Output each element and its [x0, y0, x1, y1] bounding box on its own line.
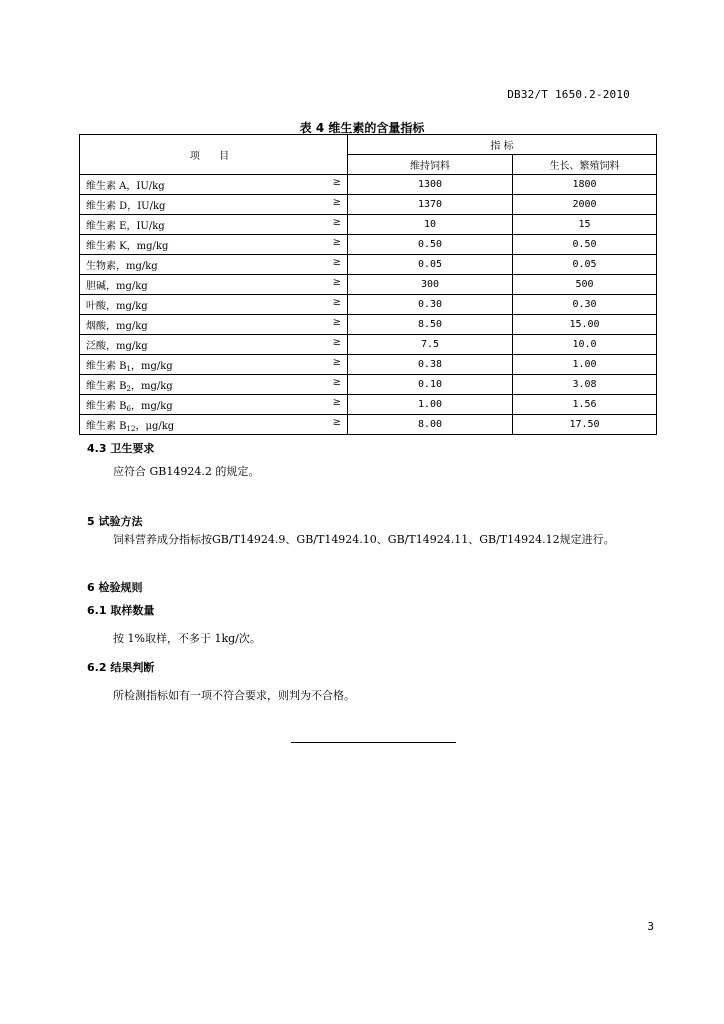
section-6-1-text: 按 1%取样，不多于 1kg/次。	[113, 632, 261, 645]
ge-symbol: ≥	[332, 356, 341, 368]
row-maintenance-value: 7.5	[348, 335, 513, 355]
row-name-text: 胆碱，mg/kg	[86, 281, 148, 292]
section-5-text: 饲料营养成分指标按GB/T14924.9、GB/T14924.10、GB/T14924.11、GB/T14924.12规定进行。	[113, 533, 615, 546]
row-item-name	[80, 375, 348, 395]
row-name-subscript: 6	[126, 404, 131, 413]
row-growth-value: 0.50	[513, 235, 657, 255]
table-row	[80, 275, 657, 295]
row-name-text: 叶酸，mg/kg	[86, 301, 148, 312]
row-growth-value: 17.50	[513, 415, 657, 435]
row-growth-value: 1.56	[513, 395, 657, 415]
row-item-name	[80, 415, 348, 435]
section-6-title: 6 检验规则	[87, 581, 143, 594]
table-row	[80, 335, 657, 355]
row-name-subscript: 1	[126, 364, 131, 373]
row-name-prefix: 维生素 B	[86, 360, 127, 372]
end-rule	[291, 742, 456, 743]
row-item-name	[80, 395, 348, 415]
row-name-subscript: 12	[126, 424, 136, 433]
row-item-name	[80, 335, 348, 355]
table-row	[80, 415, 657, 435]
row-name-suffix: ，mg/kg	[131, 380, 173, 392]
ge-symbol: ≥	[332, 277, 341, 288]
header-growth: 生长、繁殖饲料	[513, 155, 657, 175]
row-name-text: 维生素 D，IU/kg	[86, 201, 166, 212]
row-maintenance-value: 8.50	[348, 315, 513, 335]
table-row	[80, 215, 657, 235]
ge-symbol: ≥	[332, 416, 341, 428]
table-title: 表 4 维生素的含量指标	[299, 121, 425, 135]
section-4-3-title: 4.3 卫生要求	[87, 442, 155, 455]
row-item-name	[80, 215, 348, 235]
ge-symbol: ≥	[332, 337, 341, 348]
section-4-3-text: 应符合 GB14924.2 的规定。	[113, 465, 260, 478]
row-item-name	[80, 195, 348, 215]
ge-symbol: ≥	[332, 396, 341, 408]
row-name-suffix: ，mg/kg	[131, 400, 173, 412]
row-maintenance-value: 1300	[348, 175, 513, 195]
row-item-name	[80, 255, 348, 275]
header-item: 项 目	[80, 135, 348, 175]
table-row	[80, 255, 657, 275]
row-name-prefix: 维生素 B	[86, 400, 127, 412]
ge-symbol: ≥	[332, 297, 341, 308]
row-maintenance-value: 8.00	[348, 415, 513, 435]
vitamin-content-table	[79, 134, 657, 435]
row-name-prefix: 维生素 B	[86, 380, 127, 392]
row-growth-value: 0.05	[513, 255, 657, 275]
row-item-name	[80, 275, 348, 295]
header-index: 指 标	[348, 135, 657, 155]
standard-code: DB32/T 1650.2-2010	[507, 88, 630, 101]
ge-symbol: ≥	[332, 197, 341, 208]
table-row	[80, 235, 657, 255]
table-row	[80, 375, 657, 395]
ge-symbol: ≥	[332, 376, 341, 388]
row-item-name	[80, 235, 348, 255]
ge-symbol: ≥	[332, 237, 341, 248]
table-row	[80, 175, 657, 195]
row-name-text: 烟酸，mg/kg	[86, 321, 148, 332]
row-name-text: 生物素，mg/kg	[86, 261, 158, 272]
row-name-text: 泛酸，mg/kg	[86, 341, 148, 352]
row-item-name	[80, 355, 348, 375]
row-maintenance-value: 1370	[348, 195, 513, 215]
row-growth-value: 1800	[513, 175, 657, 195]
ge-symbol: ≥	[332, 177, 341, 188]
header-maintenance: 维持饲料	[348, 155, 513, 175]
table-header-row	[80, 135, 657, 155]
row-name-suffix: ，mg/kg	[131, 360, 173, 372]
ge-symbol: ≥	[332, 257, 341, 268]
row-name-prefix: 维生素 B	[86, 420, 127, 432]
row-item-name	[80, 295, 348, 315]
section-5-title: 5 试验方法	[87, 515, 143, 528]
section-6-2-title: 6.2 结果判断	[87, 661, 155, 674]
row-maintenance-value: 10	[348, 215, 513, 235]
table-row	[80, 355, 657, 375]
row-growth-value: 1.00	[513, 355, 657, 375]
row-maintenance-value: 300	[348, 275, 513, 295]
row-maintenance-value: 1.00	[348, 395, 513, 415]
row-maintenance-value: 0.50	[348, 235, 513, 255]
row-growth-value: 10.0	[513, 335, 657, 355]
row-name-text: 维生素 A，IU/kg	[86, 181, 165, 192]
row-maintenance-value: 0.38	[348, 355, 513, 375]
row-maintenance-value: 0.10	[348, 375, 513, 395]
row-item-name	[80, 315, 348, 335]
row-maintenance-value: 0.30	[348, 295, 513, 315]
row-name-text: 维生素 E，IU/kg	[86, 221, 165, 232]
row-growth-value: 15	[513, 215, 657, 235]
table-row	[80, 295, 657, 315]
row-item-name	[80, 175, 348, 195]
row-growth-value: 500	[513, 275, 657, 295]
row-growth-value: 2000	[513, 195, 657, 215]
section-6-2-text: 所检测指标如有一项不符合要求，则判为不合格。	[113, 689, 355, 702]
row-name-text: 维生素 K，mg/kg	[86, 241, 169, 252]
row-maintenance-value: 0.05	[348, 255, 513, 275]
table-row	[80, 195, 657, 215]
row-growth-value: 0.30	[513, 295, 657, 315]
row-growth-value: 3.08	[513, 375, 657, 395]
row-growth-value: 15.00	[513, 315, 657, 335]
table-row	[80, 315, 657, 335]
ge-symbol: ≥	[332, 217, 341, 228]
section-6-1-title: 6.1 取样数量	[87, 604, 155, 617]
page-number: 3	[647, 920, 654, 933]
row-name-suffix: ，μg/kg	[135, 420, 175, 432]
table-row	[80, 395, 657, 415]
ge-symbol: ≥	[332, 317, 341, 328]
row-name-subscript: 2	[126, 384, 131, 393]
